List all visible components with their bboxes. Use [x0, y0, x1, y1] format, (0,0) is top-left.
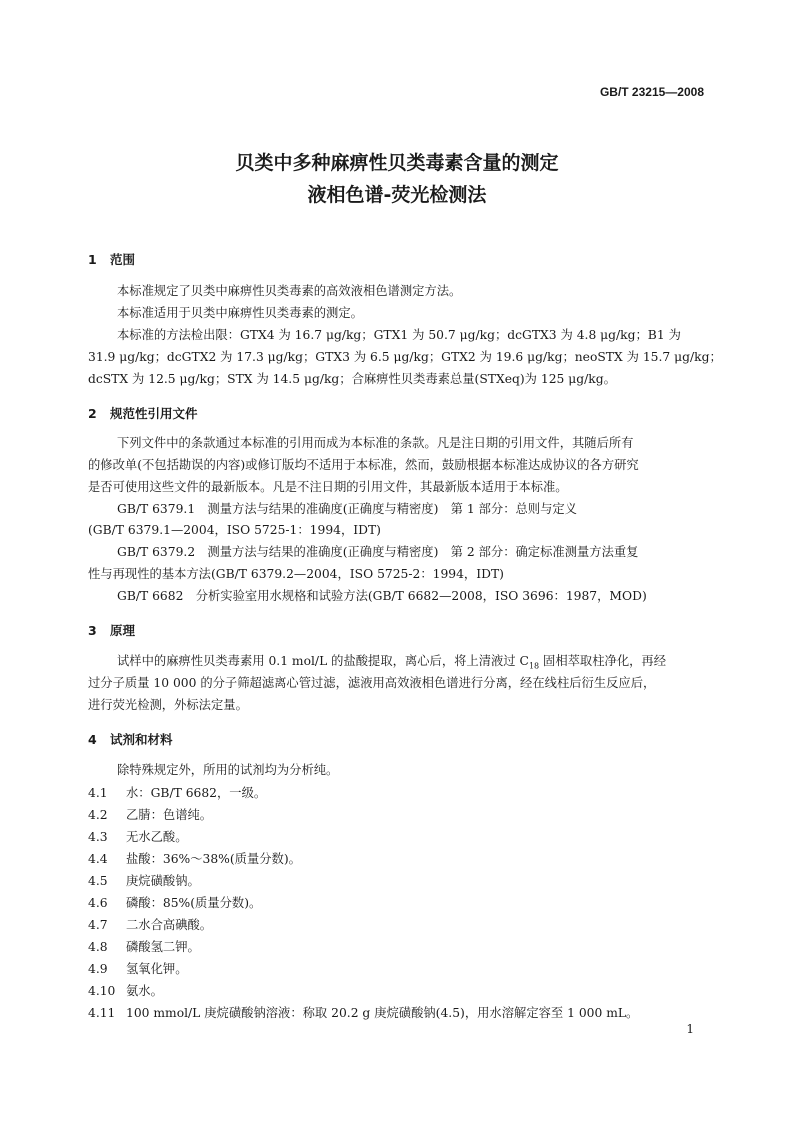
section-title: 范围	[110, 252, 136, 267]
section-heading-reagents	[88, 730, 173, 748]
item-number: 4.1	[88, 786, 108, 800]
standard-number: GB/T 23215—2008	[599, 85, 704, 99]
section-number: 2	[88, 406, 97, 421]
page-number: 1	[686, 1022, 694, 1036]
item-number: 4.4	[88, 852, 108, 866]
section-title: 规范性引用文件	[110, 406, 198, 421]
item-text: 氨水。	[126, 984, 163, 998]
item-text: 二水合高碘酸。	[126, 918, 213, 932]
paragraph: 本标准规定了贝类中麻痹性贝类毒素的高效液相色谱测定方法。	[117, 284, 462, 298]
reagent-item	[88, 1003, 638, 1021]
section-number: 3	[88, 623, 97, 638]
item-number: 4.8	[88, 940, 108, 954]
section-title: 原理	[110, 623, 136, 638]
item-number: 4.10	[88, 984, 116, 998]
item-text: 水：GB/T 6682，一级。	[126, 786, 267, 800]
reagent-item	[88, 937, 200, 955]
paragraph-text: 试样中的麻痹性贝类毒素用 0.1 mol/L 的盐酸提取，离心后，将上清液过 C	[117, 654, 529, 668]
paragraph: 本标准的方法检出限：GTX4 为 16.7 μg/kg；GTX1 为 50.7 μg/kg；dcGTX3 为 4.8 μg/kg；B1 为	[117, 328, 681, 342]
reagent-item	[88, 981, 163, 999]
paragraph: 过分子质量 10 000 的分子筛超滤离心管过滤，滤液用高效液相色谱进行分离，经在线柱后衍生反应后，	[88, 676, 656, 690]
item-text: 磷酸：85%(质量分数)。	[126, 896, 262, 910]
paragraph-text: 固相萃取柱净化，再经	[539, 654, 667, 668]
item-text: 乙腈：色谱纯。	[126, 808, 213, 822]
item-number: 4.3	[88, 830, 108, 844]
reference-entry: GB/T 6379.2 测量方法与结果的准确度(正确度与精密度) 第 2 部分：确定标准测量方法重复	[117, 545, 639, 559]
section-heading-normative-references	[88, 404, 198, 422]
reagent-item	[88, 893, 261, 911]
section-title: 试剂和材料	[110, 732, 173, 747]
reagent-item	[88, 805, 212, 823]
paragraph: 31.9 μg/kg；dcGTX2 为 17.3 μg/kg；GTX3 为 6.5 μg/kg；GTX2 为 19.6 μg/kg；neoSTX 为 15.7 μg/kg；	[88, 350, 722, 364]
section-number: 4	[88, 732, 97, 747]
reagent-item	[88, 783, 266, 801]
item-number: 4.9	[88, 962, 108, 976]
item-text: 氢氧化钾。	[126, 962, 188, 976]
item-number: 4.7	[88, 918, 108, 932]
subscript: 18	[528, 661, 540, 671]
section-heading-principle	[88, 621, 135, 639]
reagent-item	[88, 871, 200, 889]
section-number: 1	[88, 252, 97, 267]
reference-entry: (GB/T 6379.1—2004，ISO 5725-1：1994，IDT)	[88, 523, 381, 537]
paragraph: dcSTX 为 12.5 μg/kg；STX 为 14.5 μg/kg；合麻痹性贝类毒素总量(STXeq)为 125 μg/kg。	[88, 372, 616, 386]
reference-entry: GB/T 6682 分析实验室用水规格和试验方法(GB/T 6682—2008，ISO 3696：1987，MOD)	[117, 589, 647, 603]
paragraph: 是否可使用这些文件的最新版本。凡是不注日期的引用文件，其最新版本适用于本标准。	[88, 480, 568, 494]
item-text: 盐酸：36%～38%(质量分数)。	[126, 852, 301, 866]
item-text: 无水乙酸。	[126, 830, 188, 844]
document-title-line1: 贝类中多种麻痹性贝类毒素含量的测定	[235, 152, 559, 174]
paragraph: 本标准适用于贝类中麻痹性贝类毒素的测定。	[117, 306, 363, 320]
reagent-item	[88, 849, 301, 867]
item-text: 庚烷磺酸钠。	[126, 874, 200, 888]
reagent-item	[88, 827, 188, 845]
paragraph: 除特殊规定外，所用的试剂均为分析纯。	[117, 763, 339, 777]
item-number: 4.11	[88, 1006, 116, 1020]
section-heading-scope	[88, 250, 135, 268]
item-text: 磷酸氢二钾。	[126, 940, 200, 954]
paragraph: 的修改单(不包括勘误的内容)或修订版均不适用于本标准，然而，鼓励根据本标准达成协议的各方研究	[88, 458, 639, 472]
reference-entry: 性与再现性的基本方法(GB/T 6379.2—2004，ISO 5725-2：1994，IDT)	[88, 567, 504, 581]
reagent-item	[88, 915, 212, 933]
item-number: 4.6	[88, 896, 108, 910]
item-number: 4.2	[88, 808, 108, 822]
paragraph: 进行荧光检测，外标法定量。	[88, 698, 248, 712]
reference-entry: GB/T 6379.1 测量方法与结果的准确度(正确度与精密度) 第 1 部分：总则与定义	[117, 502, 577, 516]
reagent-item	[88, 959, 188, 977]
paragraph: 下列文件中的条款通过本标准的引用而成为本标准的条款。凡是注日期的引用文件，其随后所有	[117, 436, 634, 450]
item-number: 4.5	[88, 874, 108, 888]
document-title-line2: 液相色谱-荧光检测法	[307, 184, 487, 206]
item-text: 100 mmol/L 庚烷磺酸钠溶液：称取 20.2 g 庚烷磺酸钠(4.5)，用水溶解定容至 1 000 mL。	[126, 1006, 639, 1020]
